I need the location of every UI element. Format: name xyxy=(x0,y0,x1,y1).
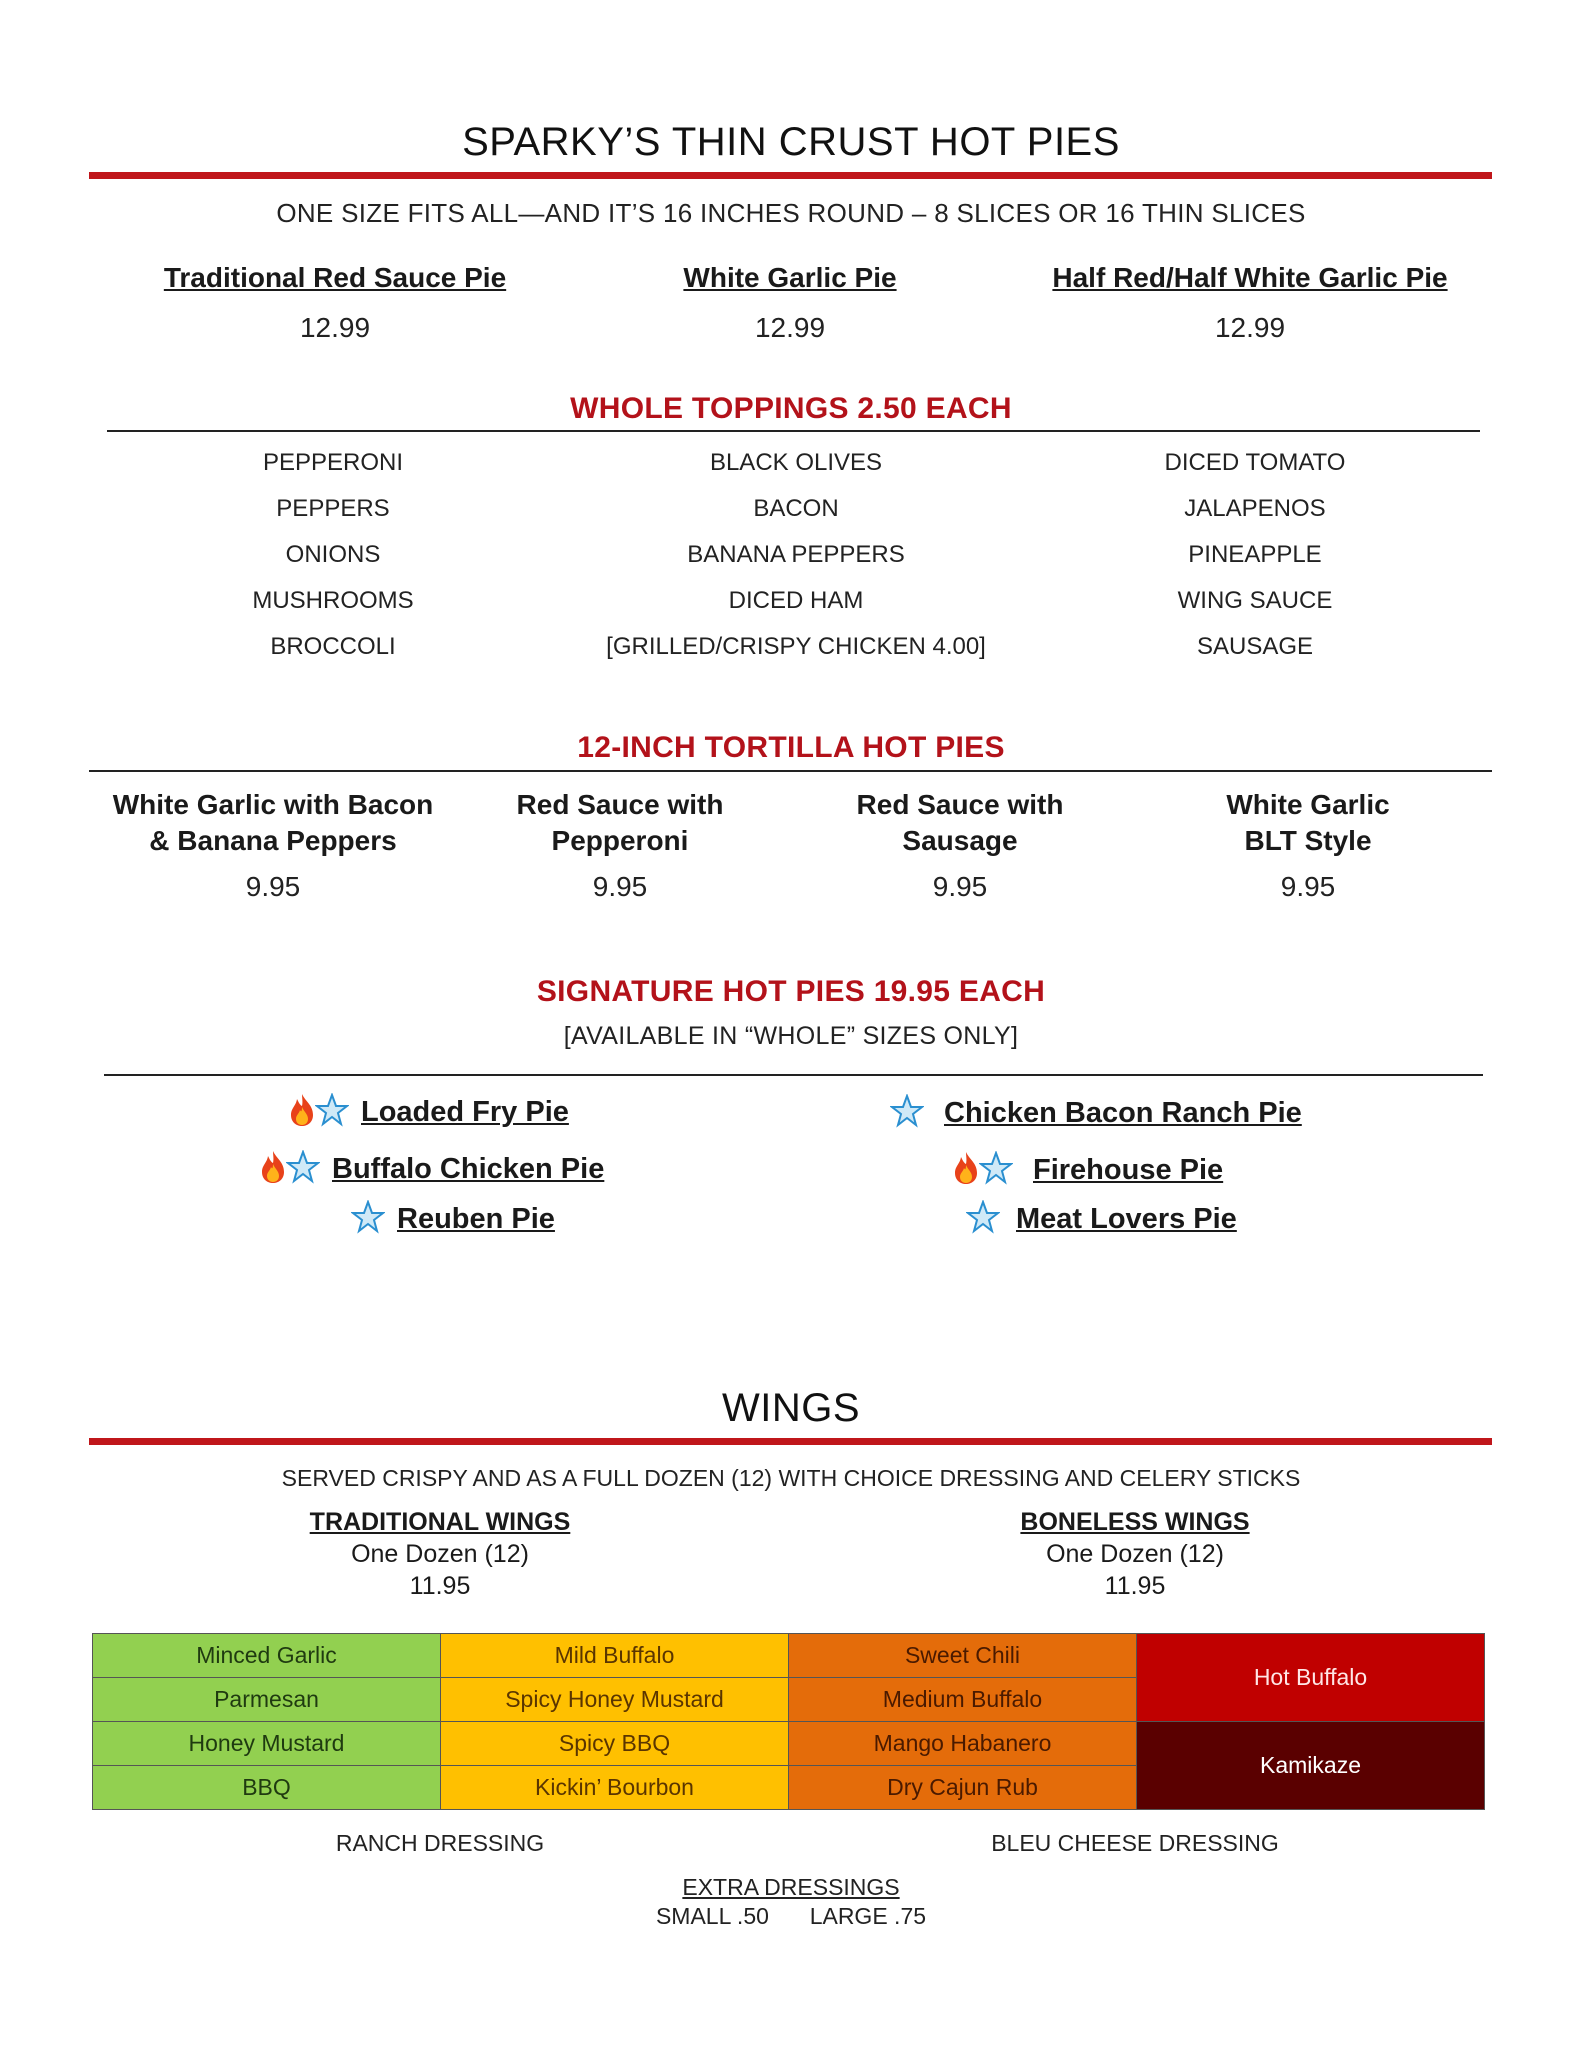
wings-type-name: TRADITIONAL WINGS xyxy=(309,1508,571,1536)
star-icon xyxy=(890,1094,924,1133)
extra-large-price: LARGE .75 xyxy=(809,1903,927,1929)
tortilla-name-line2: BLT Style xyxy=(1244,825,1372,856)
tortilla-heading: 12-INCH TORTILLA HOT PIES xyxy=(577,731,1005,764)
tortilla-name-line2: Sausage xyxy=(902,825,1018,856)
topping-item: PEPPERONI xyxy=(262,449,404,476)
topping-item: JALAPENOS xyxy=(1184,495,1326,522)
table-row xyxy=(93,1634,1485,1678)
sauce-cell: Dry Cajun Rub xyxy=(789,1766,1137,1810)
wings-title: WINGS xyxy=(721,1386,861,1430)
fire-icon xyxy=(953,1151,979,1190)
sauce-cell: Mild Buffalo xyxy=(441,1634,789,1678)
topping-item: MUSHROOMS xyxy=(252,587,414,614)
extra-dressings-prices xyxy=(0,1903,1582,1930)
topping-item: DICED TOMATO xyxy=(1164,449,1346,476)
sauce-cell: Kickin’ Bourbon xyxy=(441,1766,789,1810)
signature-item xyxy=(260,1150,604,1189)
tortilla-item xyxy=(1158,787,1458,903)
pie-name: White Garlic Pie xyxy=(683,262,897,293)
pie-price: 12.99 xyxy=(299,312,371,343)
extra-dressings-heading: EXTRA DRESSINGS xyxy=(682,1874,900,1900)
topping-item: BACON xyxy=(753,495,839,522)
signature-item-name: Loaded Fry Pie xyxy=(361,1096,569,1128)
title-rule xyxy=(89,172,1492,179)
sauce-cell: BBQ xyxy=(93,1766,441,1810)
wings-rule xyxy=(89,1438,1492,1445)
toppings-column-3 xyxy=(1055,440,1455,670)
pies-subtitle: ONE SIZE FITS ALL—AND IT’S 16 INCHES ROUND – 8 SLICES OR 16 THIN SLICES xyxy=(276,198,1306,228)
pie-item xyxy=(1010,262,1490,344)
sauce-cell: Hot Buffalo xyxy=(1137,1634,1485,1722)
toppings-rule xyxy=(107,430,1480,432)
pie-price: 12.99 xyxy=(1214,312,1286,343)
sauce-table xyxy=(92,1633,1485,1810)
topping-item: BROCCOLI xyxy=(270,633,396,660)
toppings-column-1 xyxy=(133,440,533,670)
tortilla-name-line1: Red Sauce with xyxy=(856,789,1064,820)
topping-item: PINEAPPLE xyxy=(1188,541,1322,568)
traditional-wings xyxy=(240,1508,640,1601)
tortilla-name-line1: Red Sauce with xyxy=(516,789,724,820)
sauce-cell: Minced Garlic xyxy=(93,1634,441,1678)
ranch-dressing: RANCH DRESSING xyxy=(335,1830,545,1856)
tortilla-name-line2: Pepperoni xyxy=(551,825,689,856)
topping-item: DICED HAM xyxy=(728,587,864,614)
pie-item xyxy=(110,262,560,344)
signature-item-name: Chicken Bacon Ranch Pie xyxy=(944,1097,1302,1129)
wings-qty: One Dozen (12) xyxy=(1046,1540,1224,1568)
table-row xyxy=(93,1722,1485,1766)
sauce-cell: Honey Mustard xyxy=(93,1722,441,1766)
pies-title: SPARKY’S THIN CRUST HOT PIES xyxy=(462,120,1120,164)
signature-rule xyxy=(104,1074,1483,1076)
signature-item-name: Firehouse Pie xyxy=(1033,1154,1224,1186)
fire-icon xyxy=(289,1093,315,1132)
topping-item: ONIONS xyxy=(285,541,381,568)
wings-subtitle: SERVED CRISPY AND AS A FULL DOZEN (12) WITH CHOICE DRESSING AND CELERY STICKS xyxy=(281,1465,1301,1491)
sauce-cell: Mango Habanero xyxy=(789,1722,1137,1766)
signature-note: [AVAILABLE IN “WHOLE” SIZES ONLY] xyxy=(563,1022,1019,1050)
fire-icon xyxy=(260,1150,286,1189)
tortilla-price: 9.95 xyxy=(245,871,301,902)
signature-item xyxy=(890,1094,1302,1133)
topping-item: PEPPERS xyxy=(276,495,390,522)
extra-small-price: SMALL .50 xyxy=(655,1903,769,1929)
signature-item xyxy=(289,1093,569,1132)
boneless-wings xyxy=(935,1508,1335,1601)
tortilla-price: 9.95 xyxy=(592,871,648,902)
signature-item-name: Reuben Pie xyxy=(397,1203,555,1235)
sauce-cell: Spicy BBQ xyxy=(441,1722,789,1766)
sauce-cell: Kamikaze xyxy=(1137,1722,1485,1810)
wings-qty: One Dozen (12) xyxy=(351,1540,529,1568)
topping-item: SAUSAGE xyxy=(1196,633,1314,660)
toppings-column-2 xyxy=(566,440,1026,670)
topping-item: WING SAUCE xyxy=(1177,587,1333,614)
tortilla-rule xyxy=(89,770,1492,772)
bleu-cheese-dressing: BLEU CHEESE DRESSING xyxy=(991,1830,1279,1856)
wings-type-name: BONELESS WINGS xyxy=(1020,1508,1250,1536)
tortilla-name-line1: White Garlic xyxy=(1226,789,1390,820)
tortilla-name-line2: & Banana Peppers xyxy=(149,825,397,856)
star-icon xyxy=(315,1093,349,1132)
sauce-cell: Medium Buffalo xyxy=(789,1678,1137,1722)
pie-name: Half Red/Half White Garlic Pie xyxy=(1052,262,1448,293)
wings-price: 11.95 xyxy=(409,1572,471,1600)
signature-item xyxy=(351,1200,555,1239)
signature-item-name: Meat Lovers Pie xyxy=(1016,1203,1237,1235)
star-icon xyxy=(351,1200,385,1239)
sauce-cell: Spicy Honey Mustard xyxy=(441,1678,789,1722)
star-icon xyxy=(979,1151,1013,1190)
star-icon xyxy=(966,1200,1000,1239)
signature-item xyxy=(966,1200,1237,1239)
signature-heading: SIGNATURE HOT PIES 19.95 EACH xyxy=(536,975,1046,1008)
sauce-cell: Parmesan xyxy=(93,1678,441,1722)
tortilla-item xyxy=(88,787,458,903)
wings-price: 11.95 xyxy=(1104,1572,1166,1600)
tortilla-price: 9.95 xyxy=(932,871,988,902)
tortilla-price: 9.95 xyxy=(1280,871,1336,902)
pie-price: 12.99 xyxy=(754,312,826,343)
pie-name: Traditional Red Sauce Pie xyxy=(163,262,507,293)
tortilla-item xyxy=(470,787,770,903)
topping-item: [GRILLED/CRISPY CHICKEN 4.00] xyxy=(606,633,986,660)
tortilla-name-line1: White Garlic with Bacon xyxy=(112,789,434,820)
toppings-heading: WHOLE TOPPINGS 2.50 EACH xyxy=(570,392,1012,425)
topping-item: BANANA PEPPERS xyxy=(687,541,905,568)
topping-item: BLACK OLIVES xyxy=(709,449,883,476)
signature-item xyxy=(953,1151,1223,1190)
pie-item xyxy=(565,262,1015,344)
tortilla-item xyxy=(810,787,1110,903)
signature-item-name: Buffalo Chicken Pie xyxy=(332,1153,605,1185)
sauce-cell: Sweet Chili xyxy=(789,1634,1137,1678)
star-icon xyxy=(286,1150,320,1189)
